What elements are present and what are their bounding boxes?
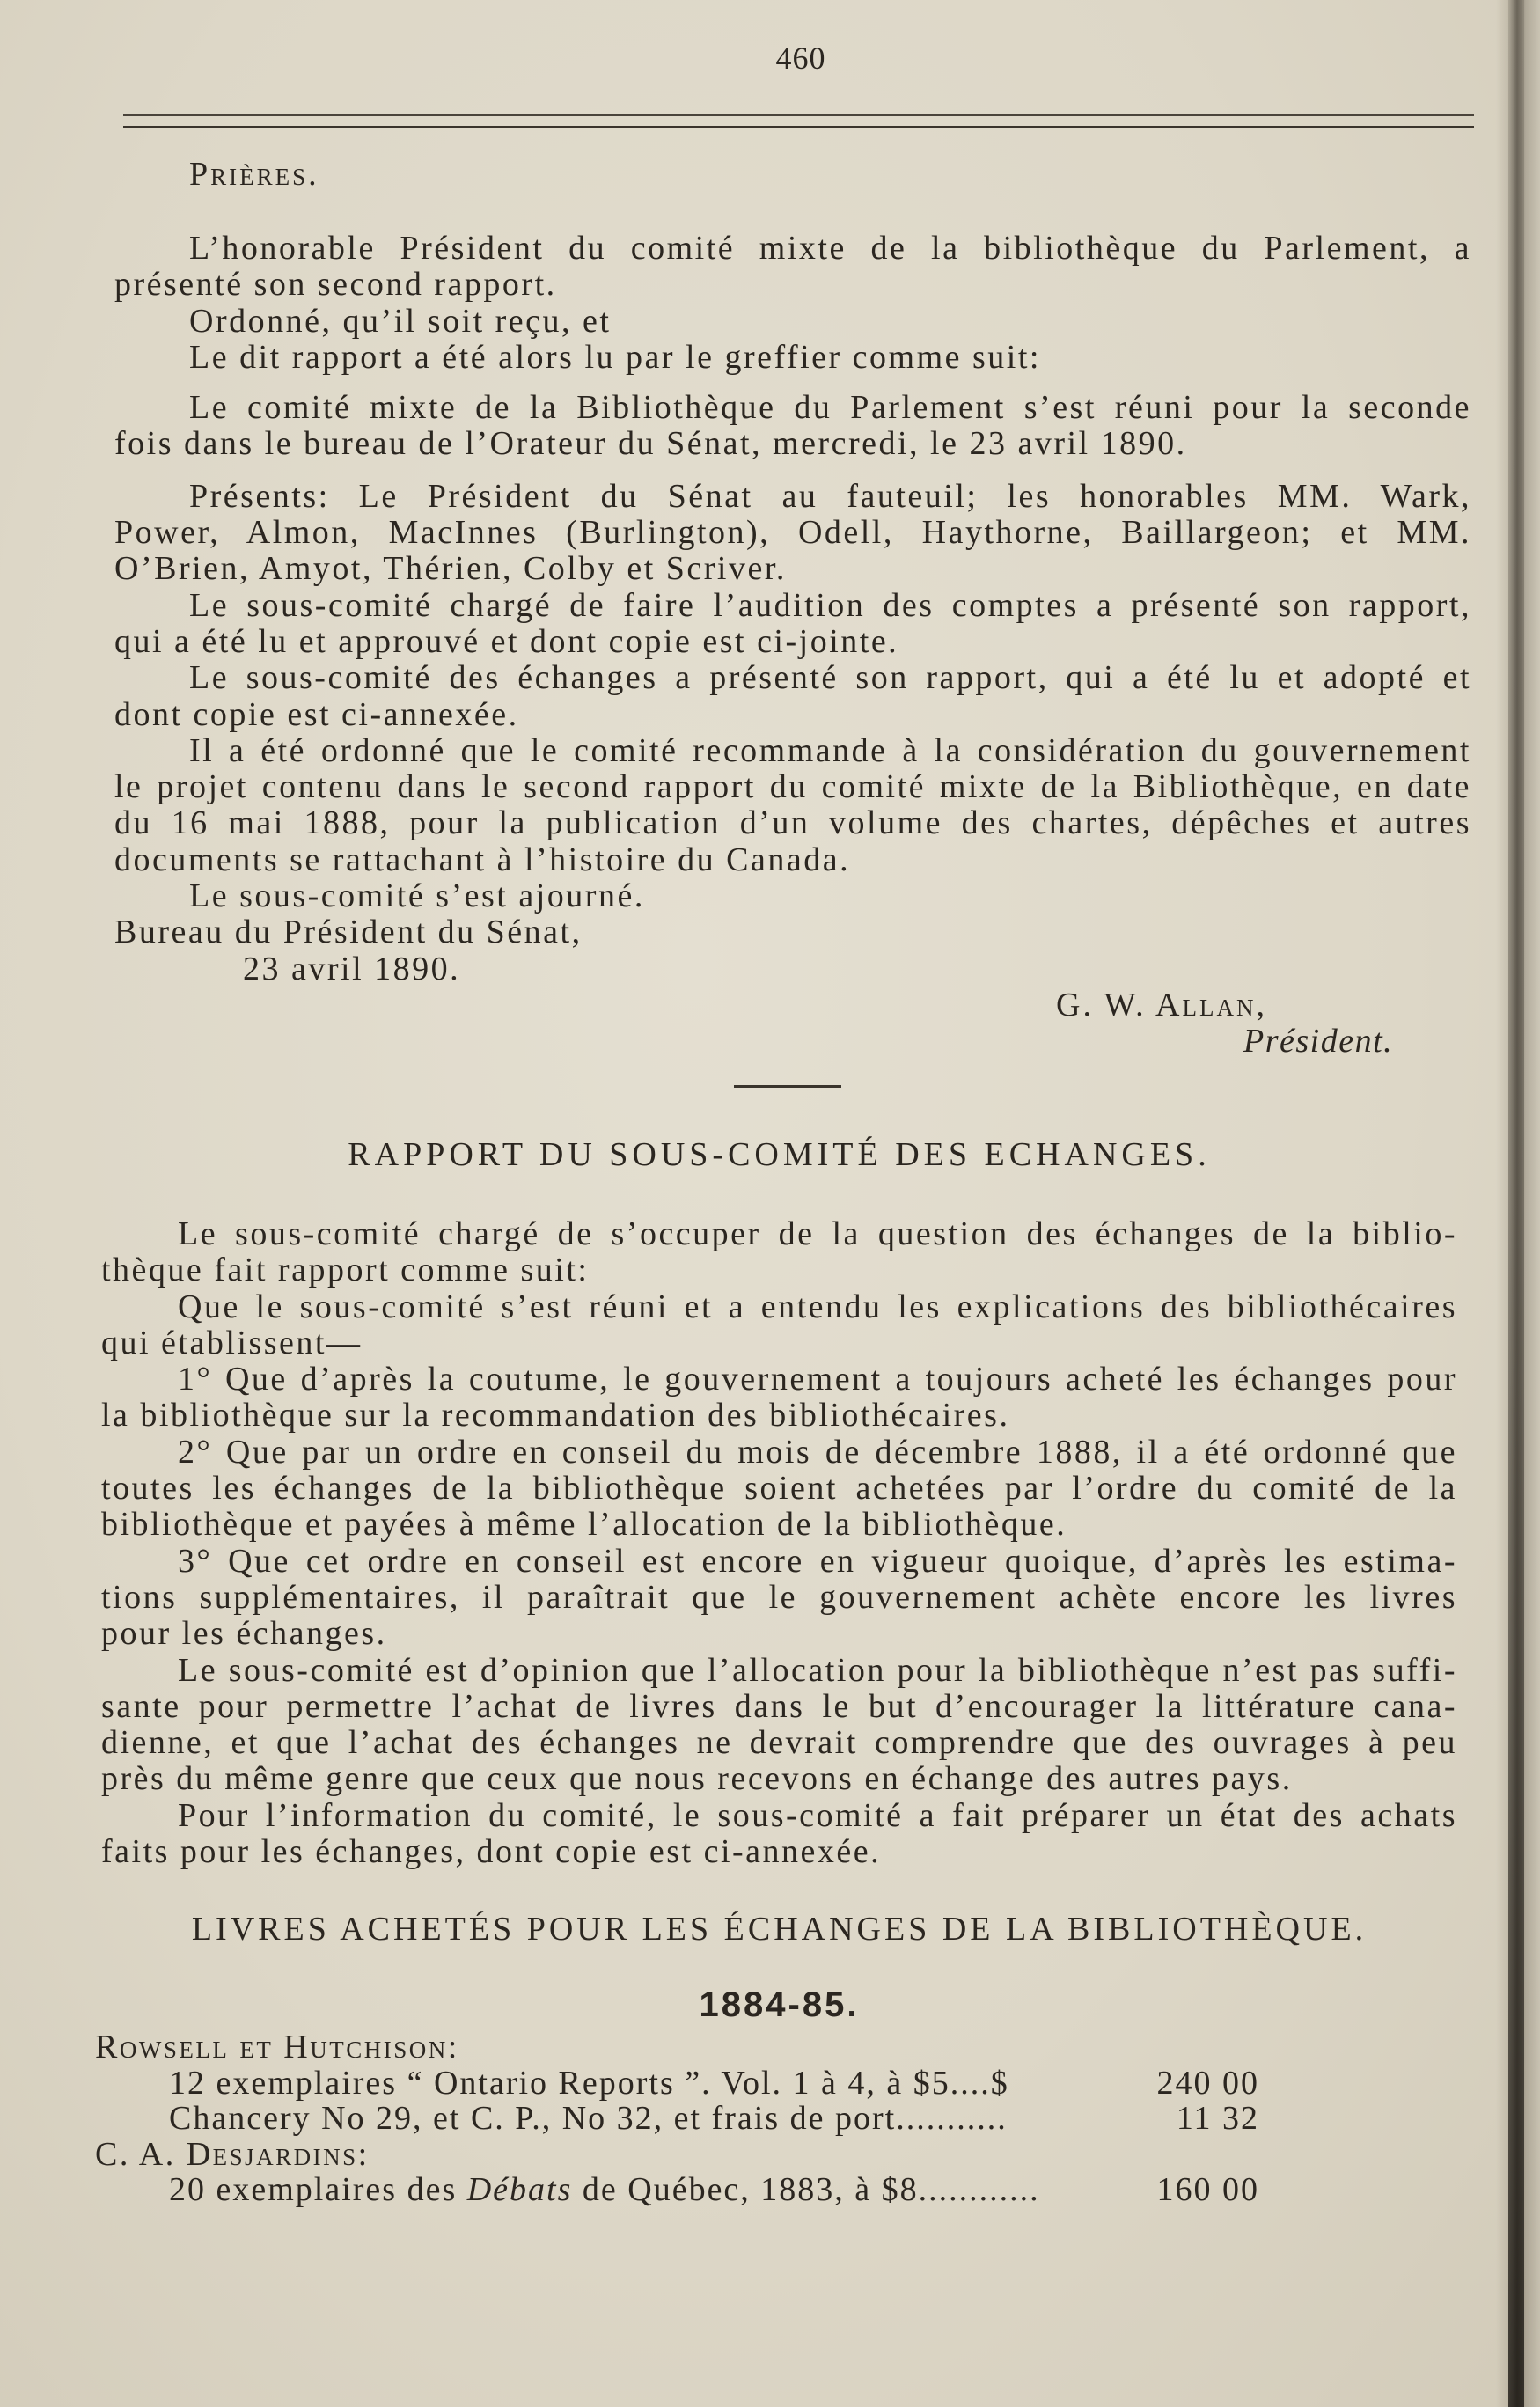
minutes-line: le projet contenu dans le second rapport du comité mixte de la Bibliothèque, en date	[114, 768, 1471, 806]
minutes-line: Power, Almon, MacInnes (Burlington), Odell, Haythorne, Baillargeon; et MM.	[114, 514, 1471, 552]
minutes-line: Présents: Le Président du Sénat au fauteuil; les honorables MM. Wark,	[189, 477, 1471, 515]
minutes-line: Le dit rapport a été alors lu par le greffier comme suit:	[189, 338, 1041, 376]
report-line: dienne, et que l’achat des échanges ne devrait comprendre que des ouvrages à peu	[101, 1724, 1457, 1762]
item-description-after: de Québec, 1883, à $8............	[572, 2171, 1040, 2208]
purchase-item	[95, 2101, 1259, 2137]
item-amount: 160 00	[1156, 2171, 1259, 2208]
item-amount: 11 32	[1176, 2100, 1259, 2137]
signature-name: G. W. Allan,	[1056, 987, 1267, 1024]
report-line: thèque fait rapport comme suit:	[101, 1251, 590, 1289]
report-line: 1° Que d’après la coutume, le gouvernement a toujours acheté les échanges pour	[178, 1361, 1457, 1398]
purchases-year: 1884-85.	[699, 1985, 860, 2024]
minutes-line: Bureau du Président du Sénat,	[114, 914, 583, 951]
report-line: Que le sous-comité s’est réuni et a entendu les explications des bibliothécaires	[178, 1288, 1457, 1325]
section-heading-prayers: Prières.	[189, 156, 319, 193]
minutes-line: dont copie est ci-annexée.	[114, 695, 519, 733]
page-binding-shadow	[1508, 0, 1524, 2407]
section-divider	[734, 1085, 841, 1088]
report-line: faits pour les échanges, dont copie est ci-annexée.	[101, 1833, 882, 1871]
report-line: bibliothèque et payées à même l’allocation de la bibliothèque.	[101, 1506, 1067, 1544]
item-description-before: 20 exemplaires des	[169, 2171, 467, 2208]
minutes-line: présenté son second rapport.	[114, 266, 557, 304]
minutes-line: documents se rattachant à l’histoire du Canada.	[114, 840, 851, 878]
minutes-line: Le sous-comité des échanges a présenté son rapport, qui a été lu et adopté et	[189, 659, 1471, 697]
vendor-name: Rowsell et Hutchison:	[95, 2029, 459, 2066]
report-line: Pour l’information du comité, le sous-comité a fait préparer un état des achats	[178, 1796, 1457, 1834]
report-line: sante pour permettre l’achat de livres dans le but d’encourager la littérature cana-	[101, 1687, 1457, 1725]
minutes-line: Ordonné, qu’il soit reçu, et	[189, 302, 612, 340]
purchase-item	[95, 2172, 1259, 2208]
vendor-name: C. A. Desjardins:	[95, 2135, 370, 2173]
report-heading: RAPPORT DU SOUS-COMITÉ DES ECHANGES.	[348, 1136, 1211, 1173]
report-line: la bibliothèque sur la recommandation des bibliothécaires.	[101, 1397, 1010, 1435]
minutes-line: Il a été ordonné que le comité recommande à la considération du gouvernement	[189, 731, 1471, 769]
report-line: qui établissent—	[101, 1324, 363, 1361]
report-line: Le sous-comité chargé de s’occuper de la question des échanges de la biblio-	[178, 1215, 1457, 1252]
item-description	[169, 2171, 1040, 2208]
header-rule-thin	[123, 114, 1474, 116]
signature-title: Président.	[1243, 1023, 1394, 1060]
report-line: Le sous-comité est d’opinion que l’allocation pour la bibliothèque n’est pas suffi-	[178, 1651, 1457, 1689]
minutes-line: L’honorable Président du comité mixte de la bibliothèque du Parlement, a	[189, 230, 1471, 267]
report-line: 3° Que cet ordre en conseil est encore en vigueur quoique, d’après les estima-	[178, 1542, 1457, 1580]
minutes-line: Le sous-comité s’est ajourné.	[189, 877, 645, 915]
report-text	[101, 1216, 1457, 1870]
item-amount: 240 00	[1156, 2064, 1259, 2102]
item-description: 12 exemplaires “ Ontario Reports ”. Vol. 1 à 4, à $5....$	[169, 2064, 1009, 2102]
minutes-line: du 16 mai 1888, pour la publication d’un volume des chartes, dépêches et autres	[114, 804, 1471, 842]
header-rule-thick	[123, 126, 1474, 128]
report-line: pour les échanges.	[101, 1615, 387, 1653]
page-number: 460	[775, 40, 826, 76]
report-line: près du même genre que ceux que nous recevons en échange des autres pays.	[101, 1760, 1293, 1798]
minutes-line: O’Brien, Amyot, Thérien, Colby et Scriver.	[114, 550, 787, 588]
purchase-item	[95, 2066, 1259, 2102]
report-line: toutes les échanges de la bibliothèque soient achetées par l’ordre du comité de la	[101, 1470, 1457, 1508]
minutes-line: Le comité mixte de la Bibliothèque du Parlement s’est réuni pour la seconde	[189, 389, 1471, 427]
item-description-italic-title: Débats	[466, 2171, 573, 2208]
item-description: Chancery No 29, et C. P., No 32, et frais de port...........	[169, 2100, 1008, 2137]
report-line: 2° Que par un ordre en conseil du mois de décembre 1888, il a été ordonné que	[178, 1433, 1457, 1471]
minutes-text	[114, 231, 1471, 987]
minutes-line: 23 avril 1890.	[243, 950, 461, 987]
report-line: tions supplémentaires, il paraîtrait que le gouvernement achète encore les livres	[101, 1578, 1457, 1616]
minutes-line: Le sous-comité chargé de faire l’audition des comptes a présenté son rapport,	[189, 586, 1471, 624]
purchases-heading: LIVRES ACHETÉS POUR LES ÉCHANGES DE LA BIBLIOTHÈQUE.	[191, 1911, 1368, 1948]
purchases-list	[95, 2029, 1259, 2208]
minutes-line: qui a été lu et approuvé et dont copie est ci-jointe.	[114, 622, 899, 660]
minutes-line: fois dans le bureau de l’Orateur du Sénat, mercredi, le 23 avril 1890.	[114, 425, 1187, 463]
